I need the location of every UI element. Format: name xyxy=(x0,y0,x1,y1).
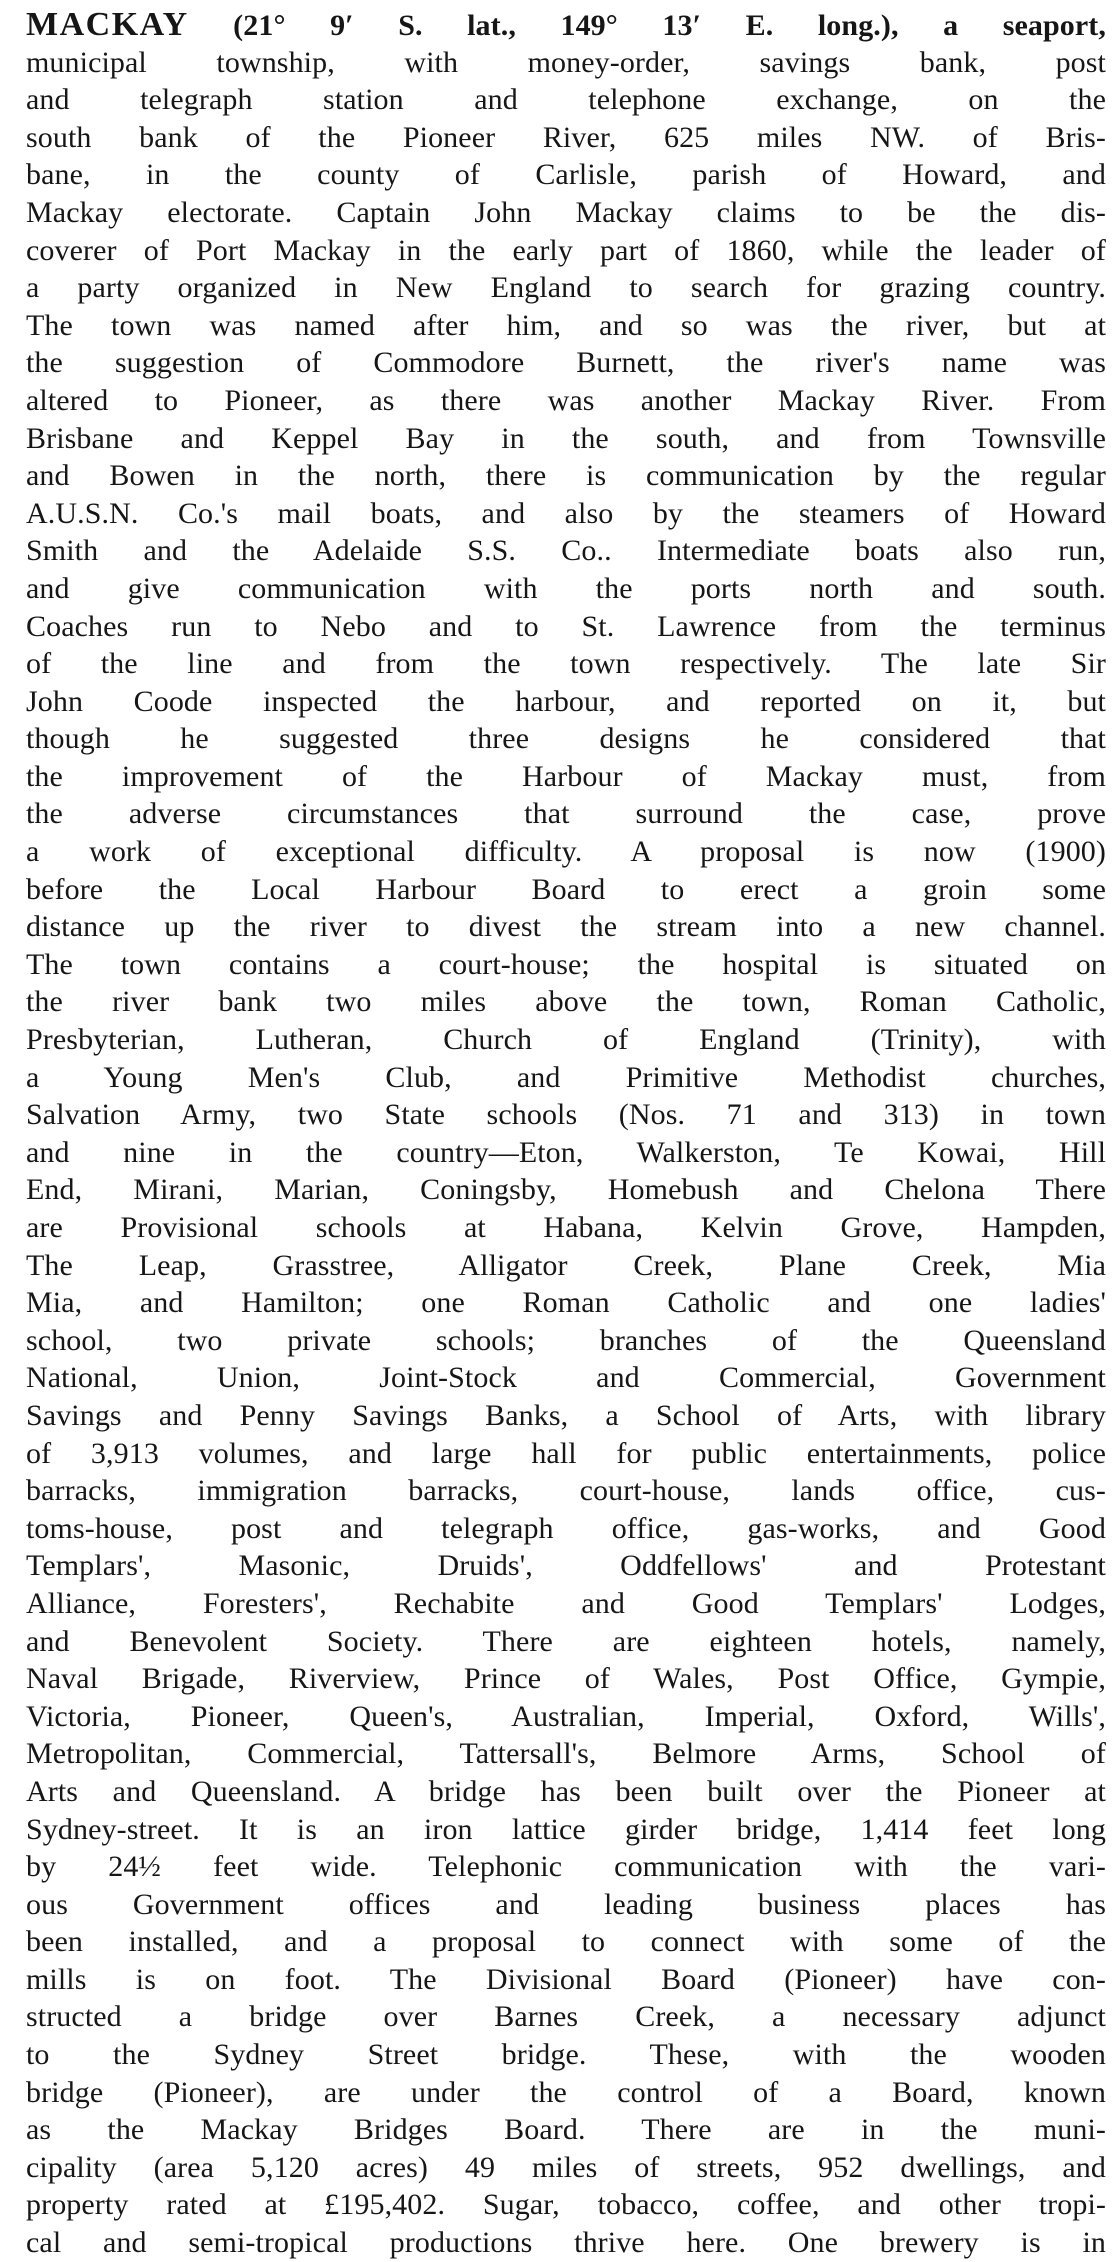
text-line: mills is on foot. The Divisional Board (Pioneer) have con- xyxy=(26,1962,1106,1996)
entry-first-line xyxy=(26,6,1106,44)
text-line: bridge (Pioneer), are under the control of a Board, known xyxy=(26,2075,1106,2109)
text-line: and nine in the country—Eton, Walkerston, Te Kowai, Hill xyxy=(26,1135,1106,1169)
text-line: Mackay electorate. Captain John Mackay claims to be the dis- xyxy=(26,195,1106,229)
text-line: bane, in the county of Carlisle, parish of Howard, and xyxy=(26,158,1106,192)
text-line: ous Government offices and leading business places has xyxy=(26,1887,1106,1921)
text-line: cipality (area 5,120 acres) 49 miles of streets, 952 dwellings, and xyxy=(26,2150,1106,2184)
text-line: the improvement of the Harbour of Mackay must, from xyxy=(26,759,1106,793)
text-line: municipal township, with money-order, savings bank, post xyxy=(26,45,1106,79)
text-line: Coaches run to Nebo and to St. Lawrence from the terminus xyxy=(26,609,1106,643)
text-line: End, Mirani, Marian, Coningsby, Homebush and Chelona There xyxy=(26,1173,1106,1207)
text-line: Smith and the Adelaide S.S. Co.. Intermediate boats also run, xyxy=(26,534,1106,568)
text-line: south bank of the Pioneer River, 625 miles NW. of Bris- xyxy=(26,120,1106,154)
text-line: a work of exceptional difficulty. A proposal is now (1900) xyxy=(26,835,1106,869)
text-line: by 24½ feet wide. Telephonic communication with the vari- xyxy=(26,1850,1106,1884)
text-line: Templars', Masonic, Druids', Oddfellows' and Protestant xyxy=(26,1549,1106,1583)
text-line: Sydney-street. It is an iron lattice girder bridge, 1,414 feet long xyxy=(26,1812,1106,1846)
text-line: a Young Men's Club, and Primitive Methodist churches, xyxy=(26,1060,1106,1094)
text-line: Brisbane and Keppel Bay in the south, and from Townsville xyxy=(26,421,1106,455)
text-line: and Benevolent Society. There are eighteen hotels, namely, xyxy=(26,1624,1106,1658)
text-line: Salvation Army, two State schools (Nos. 71 and 313) in town xyxy=(26,1098,1106,1132)
text-line: structed a bridge over Barnes Creek, a necessary adjunct xyxy=(26,2000,1106,2034)
text-line: Arts and Queensland. A bridge has been built over the Pioneer at xyxy=(26,1774,1106,1808)
text-line: The town was named after him, and so was the river, but at xyxy=(26,308,1106,342)
text-line: Mia, and Hamilton; one Roman Catholic and one ladies' xyxy=(26,1286,1106,1320)
text-line: altered to Pioneer, as there was another Mackay River. From xyxy=(26,383,1106,417)
text-line: Alliance, Foresters', Rechabite and Good Templars' Lodges, xyxy=(26,1586,1106,1620)
text-line: been installed, and a proposal to connect with some of the xyxy=(26,1925,1106,1959)
text-line: The Leap, Grasstree, Alligator Creek, Plane Creek, Mia xyxy=(26,1248,1106,1282)
text-line: though he suggested three designs he considered that xyxy=(26,722,1106,756)
text-line: to the Sydney Street bridge. These, with the wooden xyxy=(26,2038,1106,2072)
entry-headword: MACKAY xyxy=(26,6,189,43)
text-line: Victoria, Pioneer, Queen's, Australian, Imperial, Oxford, Wills', xyxy=(26,1699,1106,1733)
text-line: Metropolitan, Commercial, Tattersall's, Belmore Arms, School of xyxy=(26,1737,1106,1771)
text-line: the suggestion of Commodore Burnett, the river's name was xyxy=(26,346,1106,380)
text-line: and Bowen in the north, there is communication by the regular xyxy=(26,459,1106,493)
text-line: Savings and Penny Savings Banks, a School of Arts, with library xyxy=(26,1398,1106,1432)
text-line: coverer of Port Mackay in the early part of 1860, while the leader of xyxy=(26,233,1106,267)
text-line: and telegraph station and telephone exchange, on the xyxy=(26,83,1106,117)
text-line: The town contains a court-house; the hospital is situated on xyxy=(26,947,1106,981)
text-line: distance up the river to divest the stream into a new channel. xyxy=(26,910,1106,944)
text-line: property rated at £195,402. Sugar, tobacco, coffee, and other tropi- xyxy=(26,2188,1106,2222)
text-line: as the Mackay Bridges Board. There are in the muni- xyxy=(26,2113,1106,2147)
text-line: a party organized in New England to search for grazing country. xyxy=(26,271,1106,305)
text-line: Presbyterian, Lutheran, Church of England (Trinity), with xyxy=(26,1023,1106,1057)
text-line: National, Union, Joint-Stock and Commercial, Government xyxy=(26,1361,1106,1395)
text-line: toms-house, post and telegraph office, gas-works, and Good xyxy=(26,1511,1106,1545)
text-line: A.U.S.N. Co.'s mail boats, and also by the steamers of Howard xyxy=(26,496,1106,530)
text-line: school, two private schools; branches of the Queensland xyxy=(26,1323,1106,1357)
text-line: barracks, immigration barracks, court-house, lands office, cus- xyxy=(26,1474,1106,1508)
text-line: are Provisional schools at Habana, Kelvin Grove, Hampden, xyxy=(26,1211,1106,1244)
entry-coordinates-text: (21° 9′ S. lat., 149° 13′ E. long.), a seaport, xyxy=(188,9,1106,42)
text-line: the adverse circumstances that surround the case, prove xyxy=(26,797,1106,831)
text-line: the river bank two miles above the town, Roman Catholic, xyxy=(26,985,1106,1019)
text-line: of 3,913 volumes, and large hall for public entertainments, police xyxy=(26,1436,1106,1470)
text-line: cal and semi-tropical productions thrive here. One brewery is in xyxy=(26,2226,1106,2260)
text-line: before the Local Harbour Board to erect a groin some xyxy=(26,872,1106,906)
text-line: and give communication with the ports north and south. xyxy=(26,571,1106,605)
text-line: John Coode inspected the harbour, and reported on it, but xyxy=(26,684,1106,718)
text-line: of the line and from the town respectively. The late Sir xyxy=(26,647,1106,681)
gazetteer-entry-mackay xyxy=(26,6,1106,2262)
text-line: Naval Brigade, Riverview, Prince of Wales, Post Office, Gympie, xyxy=(26,1662,1106,1696)
